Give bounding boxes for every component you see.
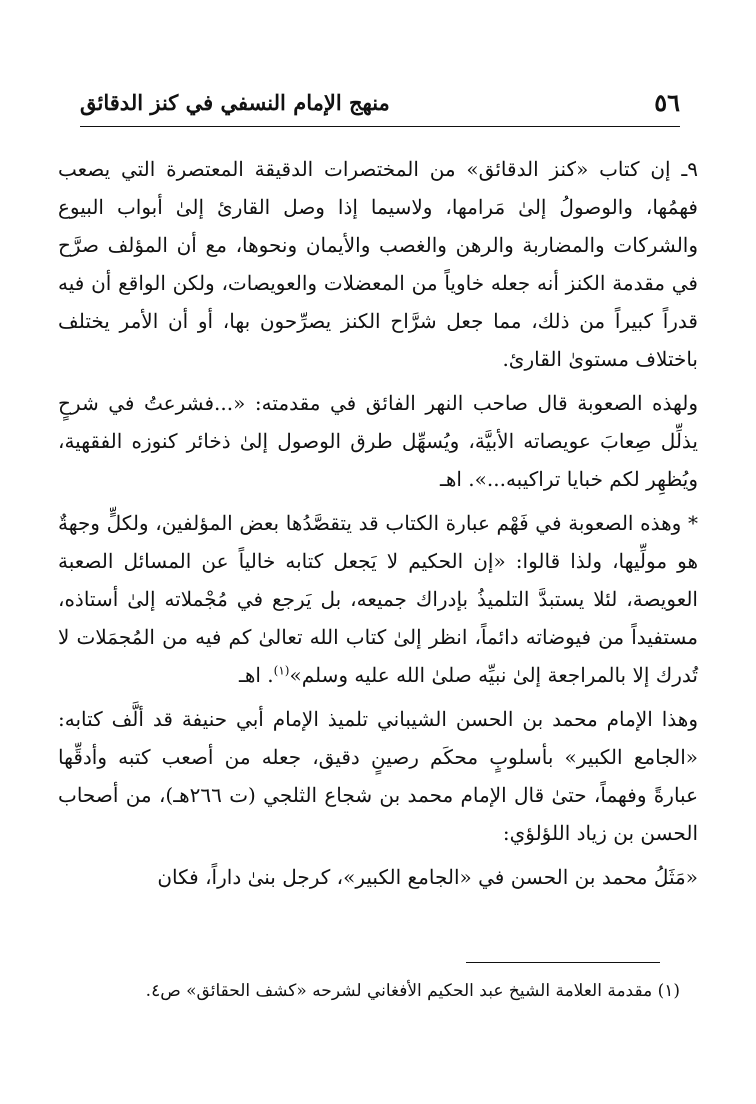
paragraph-4: وهذا الإمام محمد بن الحسن الشيباني تلميذ الإمام أبي حنيفة قد ألَّف كتابه: «الجامع الكبير» بأسلوبٍ محكَم رصينٍ دقيق، جعله من أصعب كتبه وأدقِّها عبارةً وفهماً، حتىٰ قال الإمام محمد بن شجاع الثلجي (ت ٢٦٦هـ)، من أصحاب الحسن بن زياد اللؤلؤي: [58, 707, 699, 845]
page-header [80, 82, 680, 122]
footnote-marker: (١) [273, 663, 290, 678]
paragraph-3-end: . اهـ [238, 663, 274, 687]
header-rule [80, 126, 680, 127]
paragraph-3-text: * وهذه الصعوبة في فَهْم عبارة الكتاب قد يتقصَّدُها بعض المؤلفين، ولكلٍّ وجهةٌ هو مولِّيها، ولذا قالوا: «إن الحكيم لا يَجعل كتابه خالياً عن المسائل الصعبة العويصة، لئلا يستبدَّ التلميذُ بإدراك جميعه، بل يَرجع في مُجْملاته إلىٰ أستاذه، مستفيداً من فيوضاته دائماً، انظر إلىٰ كتاب الله تعالىٰ كم فيه من المُجمَلات لا تُدرك إلا بالمراجعة إلىٰ نبيِّه صلىٰ الله عليه وسلم» [58, 511, 698, 687]
footnote: (١) مقدمة العلامة الشيخ عبد الحكيم الأفغاني لشرحه «كشف الحقائق» ص٤. [145, 981, 680, 1001]
paragraph-5: «مَثَلُ محمد بن الحسن في «الجامع الكبير»، كرجل بنىٰ داراً، فكان [157, 865, 698, 889]
page-number: ٥٦ [654, 88, 680, 117]
body-text [58, 150, 698, 902]
running-title: منهج الإمام النسفي في كنز الدقائق [80, 90, 390, 115]
footnote-rule [466, 962, 660, 963]
paragraph-2: ولهذه الصعوبة قال صاحب النهر الفائق في مقدمته: «...فشرعتُ في شرحٍ يذلِّل صِعابَ عويصاته الأبيَّة، ويُسهِّل طرق الوصول إلىٰ ذخائر كنوزه الفقهية، ويُظهِر لكم خبايا تراكيبه...». اهـ [58, 391, 698, 491]
paragraph-1: ٩ـ إن كتاب «كنز الدقائق» من المختصرات الدقيقة المعتصرة التي يصعب فهمُها، والوصولُ إلىٰ مَرامها، ولاسيما إذا وصل القارئ إلىٰ أبواب البيوع والشركات والمضاربة والرهن والغصب والأيمان ونحوها، مع أن المؤلف صرَّح في مقدمة الكنز أنه جعله خاوياً من المعضلات والعويصات، ولكن الواقع أن فيه قدراً كبيراً من ذلك، مما جعل شرَّاح الكنز يصرِّحون بها، أو أن الأمر يختلف باختلاف مستوىٰ القارئ. [58, 157, 698, 371]
paragraph-3 [58, 504, 698, 694]
